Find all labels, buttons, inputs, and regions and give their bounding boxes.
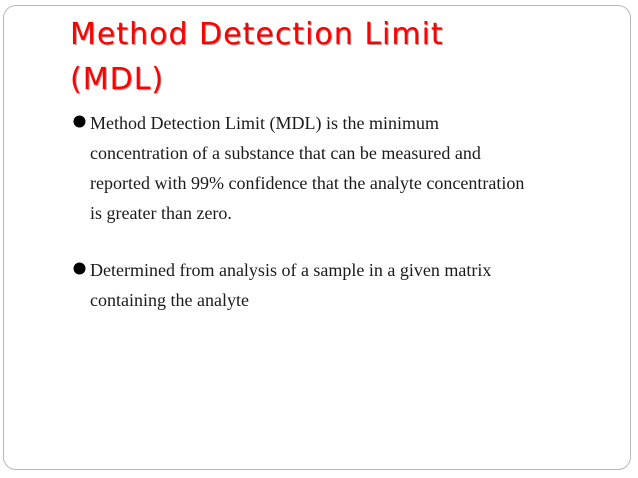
title-line-1: Method Detection Limit <box>70 17 444 52</box>
bullet-1-line-4: is greater than zero. <box>90 203 232 223</box>
slide-title <box>70 12 570 102</box>
bullet-icon <box>72 108 88 138</box>
bullet-1-line-3: reported with 99% confidence that the analyte concentration <box>90 173 525 193</box>
bullet-2-line-1: Determined from analysis of a sample in a given matrix <box>90 260 492 280</box>
bullet-icon <box>72 255 88 285</box>
bullet-2-line-2: containing the analyte <box>90 290 249 310</box>
bullet-1-line-1: Method Detection Limit (MDL) is the minimum <box>90 113 439 133</box>
bullet-item-determination <box>72 255 612 315</box>
title-line-2: (MDL) <box>70 62 165 97</box>
bullet-item-mdl-definition <box>72 108 612 228</box>
bullet-1-line-2: concentration of a substance that can be measured and <box>90 143 481 163</box>
bullet-list <box>72 108 612 342</box>
